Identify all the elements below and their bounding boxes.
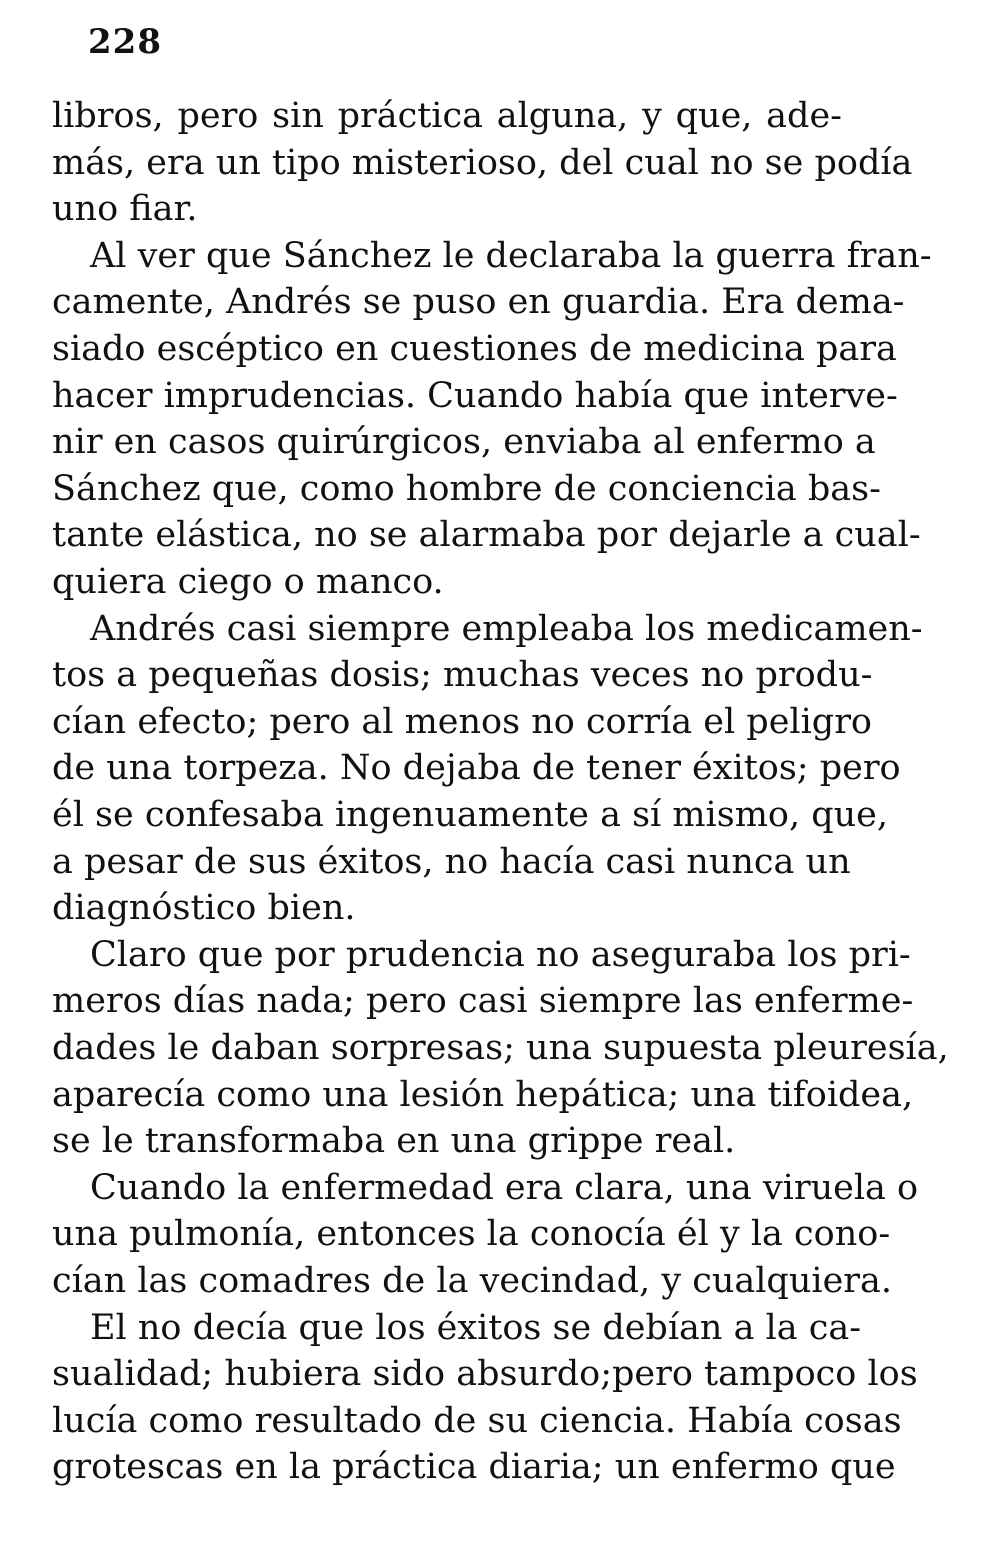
text-line: más, era un tipo misterioso, del cual no se podía — [52, 142, 913, 183]
text-line: Al ver que Sánchez le declaraba la guerra fran- — [90, 235, 932, 276]
text-line: Claro que por prudencia no aseguraba los pri- — [90, 934, 911, 975]
text-line: Andrés casi siempre empleaba los medicamen- — [90, 608, 923, 649]
text-line: grotescas en la práctica diaria; un enfermo que — [52, 1447, 896, 1488]
text-line: él se confesaba ingenuamente a sí mismo, que, — [52, 795, 889, 835]
text-line: de una torpeza. No dejaba de tener éxitos; pero — [52, 748, 901, 789]
text-line: Sánchez que, como hombre de conciencia bas- — [52, 468, 881, 509]
text-line: nir en casos quirúrgicos, enviaba al enfermo a — [52, 422, 876, 463]
text-line: tos a pequeñas dosis; muchas veces no produ- — [52, 655, 873, 696]
text-line: camente, Andrés se puso en guardia. Era dema- — [52, 282, 905, 323]
text-line: lucía como resultado de su ciencia. Había cosas — [52, 1400, 902, 1441]
text-line: una pulmonía, entonces la conocía él y la cono- — [52, 1214, 891, 1255]
page-number: 228 — [88, 22, 162, 62]
text-line: Cuando la enfermedad era clara, una viruela o — [90, 1167, 919, 1208]
text-line: quiera ciego o manco. — [52, 562, 444, 602]
text-line: uno fiar. — [52, 189, 198, 230]
text-line: tante elástica, no se alarmaba por dejarle a cual- — [52, 515, 921, 556]
text-line: cían efecto; pero al menos no corría el peligro — [52, 701, 873, 742]
text-line: libros, pero sin práctica alguna, y que, ade- — [52, 96, 842, 136]
text-line: sualidad; hubiera sido absurdo;pero tampoco los — [52, 1354, 918, 1395]
text-line: cían las comadres de la vecindad, y cualquiera. — [52, 1261, 892, 1301]
text-line: El no decía que los éxitos se debían a la ca- — [90, 1307, 862, 1348]
text-line: aparecía como una lesión hepática; una tifoidea, — [52, 1074, 914, 1115]
text-line: diagnóstico bien. — [52, 888, 356, 929]
text-line: meros días nada; pero casi siempre las enferme- — [52, 981, 914, 1022]
text-line: dades le daban sorpresas; una supuesta pleuresía, — [52, 1028, 949, 1068]
text-line: siado escéptico en cuestiones de medicina para — [52, 329, 897, 369]
text-line: se le transformaba en una grippe real. — [52, 1121, 736, 1162]
text-line: a pesar de sus éxitos, no hacía casi nunca un — [52, 841, 851, 882]
text-line: hacer imprudencias. Cuando había que interve- — [52, 375, 898, 416]
